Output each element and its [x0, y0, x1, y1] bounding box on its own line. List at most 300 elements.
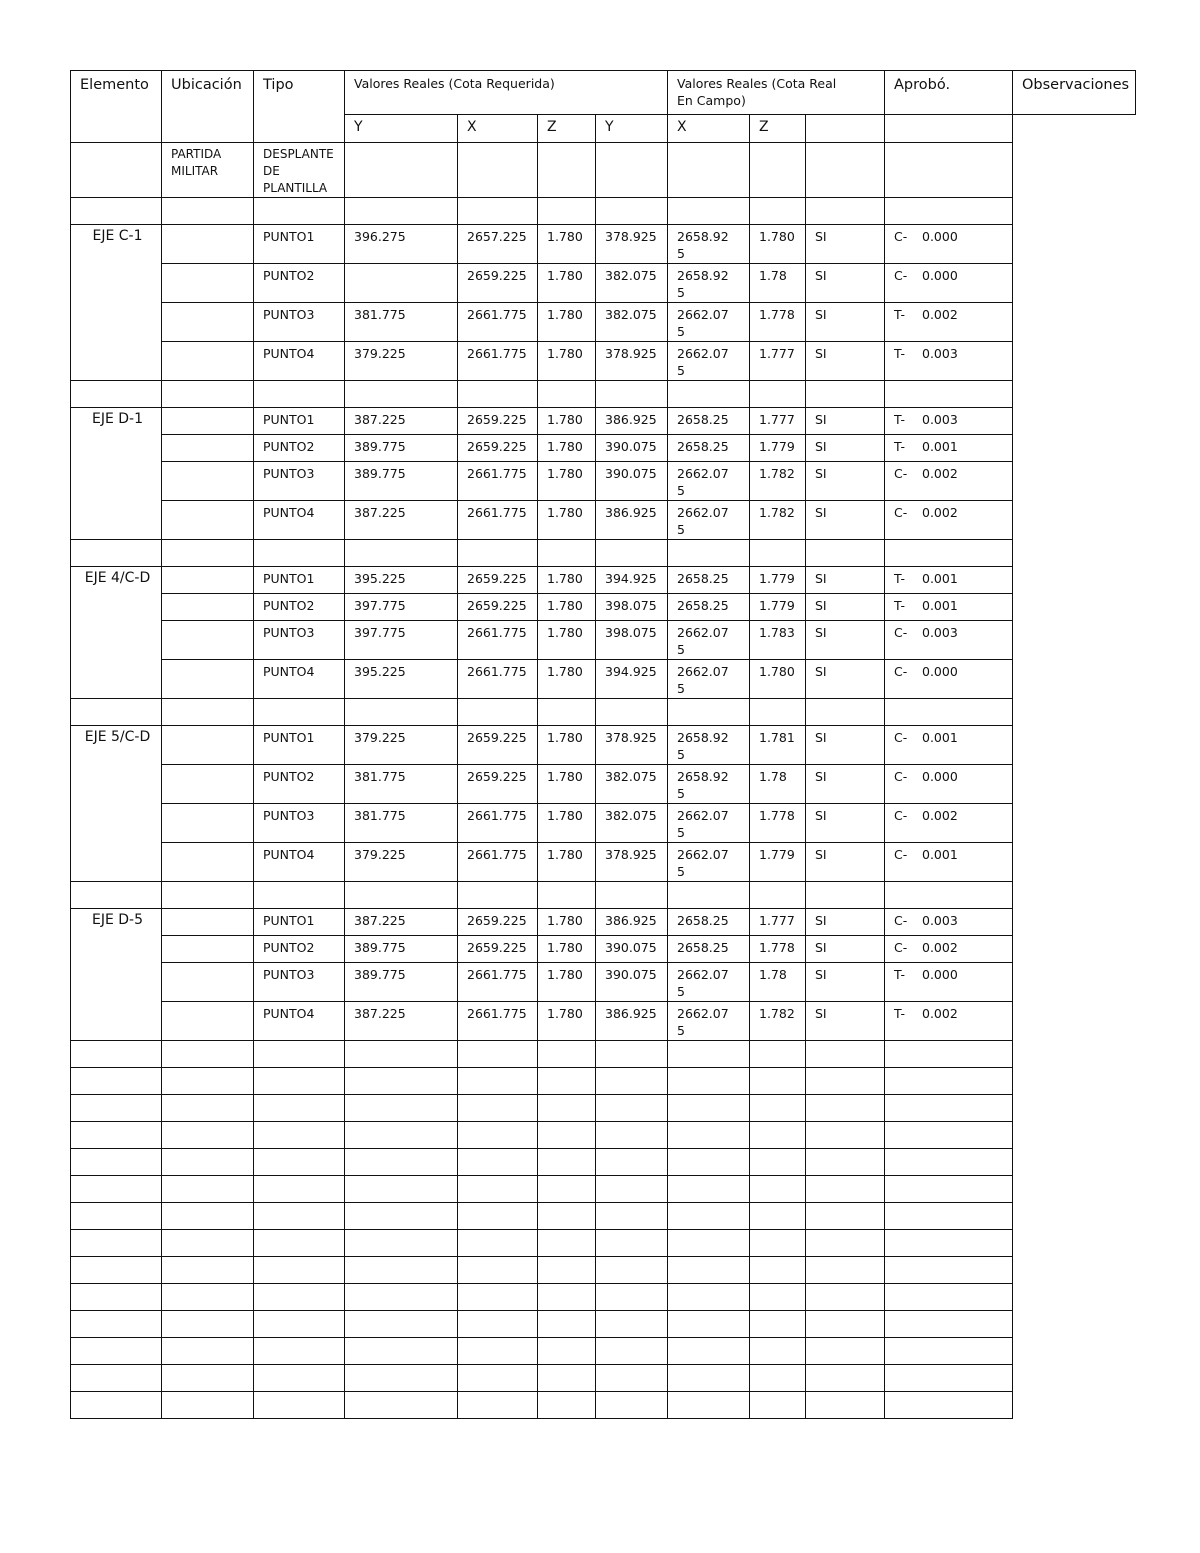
z-requerida-cell: 1.780: [538, 462, 596, 501]
obs-value: 0.001: [922, 847, 958, 862]
empty-cell: [162, 1338, 254, 1365]
observaciones-cell: [885, 303, 1013, 342]
obs-value: 0.002: [922, 505, 958, 520]
tipo-cell: PUNTO3: [254, 303, 345, 342]
observaciones-cell: [885, 501, 1013, 540]
empty-cell: [458, 1122, 538, 1149]
y-requerida-cell: 389.775: [345, 435, 458, 462]
z-requerida-cell: 1.780: [538, 264, 596, 303]
empty-cell: [596, 1311, 668, 1338]
empty-cell: [806, 1176, 885, 1203]
aprobo-cell: SI: [806, 264, 885, 303]
header-ubicacion: Ubicación: [162, 71, 254, 143]
empty-cell: [71, 882, 162, 909]
observaciones-cell: [885, 462, 1013, 501]
table-row: [71, 462, 1136, 501]
empty-cell: [596, 1284, 668, 1311]
z-real-cell: 1.778: [750, 804, 806, 843]
empty-cell: [538, 699, 596, 726]
table-row: [71, 225, 1136, 264]
empty-cell: [596, 143, 668, 198]
x-requerida-cell: 2661.775: [458, 804, 538, 843]
empty-cell: [162, 699, 254, 726]
empty-cell: [458, 1041, 538, 1068]
tipo-cell: PUNTO4: [254, 1002, 345, 1041]
empty-cell: [254, 1068, 345, 1095]
empty-cell: [885, 1122, 1013, 1149]
aprobo-cell: SI: [806, 501, 885, 540]
obs-code: C-: [894, 466, 908, 481]
empty-row: [71, 1284, 1136, 1311]
z-real-cell: 1.780: [750, 660, 806, 699]
empty-cell: [668, 1122, 750, 1149]
x-requerida-cell: 2659.225: [458, 909, 538, 936]
ubicacion-cell: [162, 594, 254, 621]
z-real-cell: 1.777: [750, 909, 806, 936]
ubicacion-cell: [162, 342, 254, 381]
empty-cell: [668, 1257, 750, 1284]
z-real-cell: 1.780: [750, 225, 806, 264]
x-real-cell: 2662.075: [668, 843, 750, 882]
empty-cell: [885, 1257, 1013, 1284]
empty-row: [71, 1230, 1136, 1257]
subheader-y-real: Y: [596, 115, 668, 143]
empty-cell: [596, 1203, 668, 1230]
observaciones-cell: [885, 963, 1013, 1002]
empty-cell: [885, 1311, 1013, 1338]
z-requerida-cell: 1.780: [538, 567, 596, 594]
x-requerida-cell: 2657.225: [458, 225, 538, 264]
ubicacion-cell: [162, 726, 254, 765]
obs-value: 0.000: [922, 967, 958, 982]
observaciones-cell: [885, 660, 1013, 699]
table-row: [71, 303, 1136, 342]
x-real-cell: 2662.075: [668, 342, 750, 381]
empty-cell: [806, 882, 885, 909]
empty-cell: [345, 1338, 458, 1365]
partida-ubicacion: PARTIDA MILITAR: [162, 143, 254, 198]
tipo-cell: PUNTO3: [254, 963, 345, 1002]
ubicacion-cell: [162, 936, 254, 963]
empty-row: [71, 699, 1136, 726]
empty-cell: [885, 1392, 1013, 1419]
empty-cell: [750, 143, 806, 198]
empty-cell: [806, 143, 885, 198]
empty-cell: [538, 1068, 596, 1095]
x-real-cell: 2662.075: [668, 621, 750, 660]
header-valores-campo: Valores Reales (Cota Real En Campo): [668, 71, 885, 115]
empty-cell: [345, 381, 458, 408]
empty-cell: [162, 882, 254, 909]
table-row: [71, 804, 1136, 843]
empty-cell: [806, 699, 885, 726]
empty-cell: [162, 1041, 254, 1068]
y-real-cell: 394.925: [596, 567, 668, 594]
empty-cell: [538, 1338, 596, 1365]
obs-value: 0.002: [922, 1006, 958, 1021]
empty-cell: [345, 699, 458, 726]
subheader-z-real: Z: [750, 115, 806, 143]
x-requerida-cell: 2661.775: [458, 621, 538, 660]
header-aprobo: Aprobó.: [885, 71, 1013, 115]
empty-cell: [596, 1230, 668, 1257]
y-real-cell: 378.925: [596, 843, 668, 882]
empty-cell: [254, 882, 345, 909]
z-real-cell: 1.777: [750, 408, 806, 435]
ubicacion-cell: [162, 1002, 254, 1041]
empty-row: [71, 1392, 1136, 1419]
empty-cell: [750, 1365, 806, 1392]
table-row: [71, 909, 1136, 936]
empty-cell: [458, 1284, 538, 1311]
table-row: [71, 963, 1136, 1002]
observaciones-cell: [885, 909, 1013, 936]
obs-code: C-: [894, 940, 908, 955]
empty-cell: [71, 1041, 162, 1068]
x-requerida-cell: 2661.775: [458, 462, 538, 501]
empty-cell: [538, 1257, 596, 1284]
empty-cell: [885, 381, 1013, 408]
empty-cell: [162, 1284, 254, 1311]
x-real-cell: 2662.075: [668, 804, 750, 843]
empty-cell: [254, 1122, 345, 1149]
obs-code: C-: [894, 808, 908, 823]
obs-value: 0.003: [922, 412, 958, 427]
y-requerida-cell: 389.775: [345, 963, 458, 1002]
empty-cell: [806, 1311, 885, 1338]
empty-cell: [345, 1311, 458, 1338]
tipo-cell: PUNTO4: [254, 660, 345, 699]
z-requerida-cell: 1.780: [538, 342, 596, 381]
empty-cell: [345, 1230, 458, 1257]
empty-cell: [668, 1230, 750, 1257]
tipo-cell: PUNTO2: [254, 435, 345, 462]
tipo-cell: PUNTO1: [254, 408, 345, 435]
ubicacion-cell: [162, 462, 254, 501]
empty-cell: [345, 1068, 458, 1095]
empty-cell: [806, 1149, 885, 1176]
empty-cell: [162, 1203, 254, 1230]
empty-row: [71, 1095, 1136, 1122]
header-tipo: Tipo: [254, 71, 345, 143]
z-requerida-cell: 1.780: [538, 909, 596, 936]
empty-cell: [885, 115, 1013, 143]
y-requerida-cell: 379.225: [345, 843, 458, 882]
aprobo-cell: SI: [806, 765, 885, 804]
z-real-cell: 1.782: [750, 1002, 806, 1041]
empty-cell: [162, 1149, 254, 1176]
table-row: [71, 726, 1136, 765]
x-requerida-cell: 2661.775: [458, 660, 538, 699]
obs-code: T-: [894, 571, 905, 586]
y-requerida-cell: 389.775: [345, 462, 458, 501]
empty-cell: [254, 1095, 345, 1122]
empty-cell: [71, 1365, 162, 1392]
x-requerida-cell: 2661.775: [458, 1002, 538, 1041]
empty-cell: [885, 699, 1013, 726]
empty-row: [71, 1041, 1136, 1068]
empty-cell: [254, 1203, 345, 1230]
empty-cell: [162, 1311, 254, 1338]
y-requerida-cell: [345, 264, 458, 303]
empty-cell: [162, 1095, 254, 1122]
x-real-cell: 2658.925: [668, 765, 750, 804]
empty-row: [71, 1122, 1136, 1149]
obs-code: T-: [894, 598, 905, 613]
empty-cell: [345, 1257, 458, 1284]
aprobo-cell: SI: [806, 963, 885, 1002]
elemento-cell: EJE 4/C-D: [71, 567, 162, 699]
aprobo-cell: SI: [806, 567, 885, 594]
obs-value: 0.003: [922, 913, 958, 928]
empty-cell: [538, 1392, 596, 1419]
x-real-cell: 2658.25: [668, 435, 750, 462]
empty-cell: [345, 1203, 458, 1230]
obs-value: 0.001: [922, 439, 958, 454]
empty-row: [71, 1311, 1136, 1338]
empty-cell: [750, 1041, 806, 1068]
subheader-x-real: X: [668, 115, 750, 143]
header-elemento: Elemento: [71, 71, 162, 143]
empty-cell: [254, 1338, 345, 1365]
tipo-cell: PUNTO2: [254, 264, 345, 303]
empty-cell: [668, 1041, 750, 1068]
empty-cell: [668, 143, 750, 198]
y-requerida-cell: 379.225: [345, 342, 458, 381]
empty-cell: [162, 381, 254, 408]
empty-cell: [750, 1149, 806, 1176]
empty-cell: [538, 381, 596, 408]
empty-cell: [458, 143, 538, 198]
x-real-cell: 2658.925: [668, 264, 750, 303]
z-requerida-cell: 1.780: [538, 804, 596, 843]
empty-cell: [345, 1284, 458, 1311]
empty-cell: [538, 1203, 596, 1230]
y-real-cell: 386.925: [596, 501, 668, 540]
x-real-cell: 2662.075: [668, 501, 750, 540]
y-requerida-cell: 387.225: [345, 1002, 458, 1041]
empty-cell: [885, 1068, 1013, 1095]
empty-cell: [668, 1068, 750, 1095]
observaciones-cell: [885, 804, 1013, 843]
empty-cell: [71, 1095, 162, 1122]
aprobo-cell: SI: [806, 594, 885, 621]
empty-cell: [668, 1365, 750, 1392]
empty-cell: [345, 882, 458, 909]
empty-cell: [668, 381, 750, 408]
empty-cell: [596, 1365, 668, 1392]
aprobo-cell: SI: [806, 225, 885, 264]
empty-cell: [458, 1338, 538, 1365]
y-real-cell: 390.075: [596, 963, 668, 1002]
y-requerida-cell: 389.775: [345, 936, 458, 963]
tipo-cell: PUNTO3: [254, 621, 345, 660]
table-row: [71, 567, 1136, 594]
empty-cell: [71, 1257, 162, 1284]
empty-row: [71, 198, 1136, 225]
ubicacion-cell: [162, 963, 254, 1002]
empty-cell: [750, 699, 806, 726]
survey-table: [70, 70, 1136, 1419]
empty-cell: [596, 1176, 668, 1203]
elemento-cell: EJE C-1: [71, 225, 162, 381]
z-requerida-cell: 1.780: [538, 726, 596, 765]
empty-cell: [538, 1149, 596, 1176]
empty-cell: [885, 1203, 1013, 1230]
y-real-cell: 398.075: [596, 621, 668, 660]
empty-cell: [750, 1176, 806, 1203]
ubicacion-cell: [162, 225, 254, 264]
obs-value: 0.003: [922, 625, 958, 640]
partida-tipo: DESPLANTE DE PLANTILLA: [254, 143, 345, 198]
empty-cell: [538, 143, 596, 198]
z-requerida-cell: 1.780: [538, 435, 596, 462]
x-real-cell: 2658.925: [668, 726, 750, 765]
obs-code: T-: [894, 307, 905, 322]
empty-cell: [750, 540, 806, 567]
empty-cell: [254, 1149, 345, 1176]
x-real-cell: 2658.25: [668, 909, 750, 936]
y-requerida-cell: 397.775: [345, 621, 458, 660]
aprobo-cell: SI: [806, 936, 885, 963]
empty-cell: [750, 1257, 806, 1284]
empty-cell: [668, 540, 750, 567]
tipo-cell: PUNTO4: [254, 843, 345, 882]
empty-cell: [885, 1365, 1013, 1392]
obs-code: C-: [894, 505, 908, 520]
empty-cell: [458, 1095, 538, 1122]
x-real-cell: 2658.25: [668, 936, 750, 963]
z-requerida-cell: 1.780: [538, 660, 596, 699]
table-row: [71, 1002, 1136, 1041]
empty-cell: [458, 1392, 538, 1419]
empty-cell: [806, 1338, 885, 1365]
empty-cell: [254, 1365, 345, 1392]
empty-cell: [668, 699, 750, 726]
empty-cell: [71, 1068, 162, 1095]
obs-value: 0.002: [922, 307, 958, 322]
observaciones-cell: [885, 408, 1013, 435]
empty-cell: [885, 540, 1013, 567]
empty-cell: [885, 1338, 1013, 1365]
empty-cell: [71, 1284, 162, 1311]
header-observaciones: Observaciones: [1013, 71, 1136, 115]
tipo-cell: PUNTO4: [254, 501, 345, 540]
empty-cell: [538, 1095, 596, 1122]
empty-cell: [750, 381, 806, 408]
empty-cell: [71, 1122, 162, 1149]
obs-code: C-: [894, 664, 908, 679]
empty-cell: [668, 1284, 750, 1311]
z-real-cell: 1.779: [750, 567, 806, 594]
table-row: [71, 342, 1136, 381]
header-valores-requerida: Valores Reales (Cota Requerida): [345, 71, 668, 115]
empty-cell: [345, 143, 458, 198]
empty-cell: [458, 1365, 538, 1392]
ubicacion-cell: [162, 264, 254, 303]
obs-code: T-: [894, 412, 905, 427]
empty-cell: [345, 1176, 458, 1203]
empty-cell: [668, 1311, 750, 1338]
empty-row: [71, 1203, 1136, 1230]
empty-cell: [458, 198, 538, 225]
empty-cell: [71, 1311, 162, 1338]
obs-value: 0.001: [922, 571, 958, 586]
obs-code: C-: [894, 625, 908, 640]
y-real-cell: 394.925: [596, 660, 668, 699]
empty-cell: [750, 1392, 806, 1419]
empty-cell: [668, 1149, 750, 1176]
y-requerida-cell: 379.225: [345, 726, 458, 765]
observaciones-cell: [885, 765, 1013, 804]
y-requerida-cell: 381.775: [345, 765, 458, 804]
empty-cell: [458, 381, 538, 408]
empty-cell: [750, 1284, 806, 1311]
aprobo-cell: SI: [806, 435, 885, 462]
empty-cell: [806, 1095, 885, 1122]
empty-cell: [162, 198, 254, 225]
empty-cell: [806, 1041, 885, 1068]
ubicacion-cell: [162, 909, 254, 936]
empty-cell: [750, 1230, 806, 1257]
aprobo-cell: SI: [806, 909, 885, 936]
empty-cell: [71, 381, 162, 408]
x-real-cell: 2662.075: [668, 660, 750, 699]
tipo-cell: PUNTO1: [254, 726, 345, 765]
subheader-y: Y: [345, 115, 458, 143]
empty-cell: [668, 1338, 750, 1365]
z-requerida-cell: 1.780: [538, 408, 596, 435]
z-real-cell: 1.78: [750, 765, 806, 804]
z-real-cell: 1.78: [750, 963, 806, 1002]
empty-cell: [885, 1284, 1013, 1311]
aprobo-cell: SI: [806, 408, 885, 435]
z-requerida-cell: 1.780: [538, 936, 596, 963]
empty-cell: [538, 1041, 596, 1068]
y-requerida-cell: 387.225: [345, 909, 458, 936]
observaciones-cell: [885, 342, 1013, 381]
obs-value: 0.000: [922, 268, 958, 283]
z-requerida-cell: 1.780: [538, 621, 596, 660]
empty-cell: [885, 143, 1013, 198]
empty-cell: [458, 1068, 538, 1095]
table-row: [71, 621, 1136, 660]
y-real-cell: 390.075: [596, 435, 668, 462]
empty-cell: [162, 1122, 254, 1149]
empty-cell: [596, 540, 668, 567]
z-real-cell: 1.779: [750, 843, 806, 882]
x-requerida-cell: 2661.775: [458, 342, 538, 381]
empty-cell: [254, 1041, 345, 1068]
empty-row: [71, 1068, 1136, 1095]
tipo-cell: PUNTO4: [254, 342, 345, 381]
empty-cell: [345, 1365, 458, 1392]
y-real-cell: 386.925: [596, 909, 668, 936]
empty-cell: [596, 1338, 668, 1365]
elemento-cell: EJE D-5: [71, 909, 162, 1041]
empty-cell: [885, 1149, 1013, 1176]
empty-cell: [538, 1176, 596, 1203]
x-real-cell: 2662.075: [668, 303, 750, 342]
y-real-cell: 386.925: [596, 1002, 668, 1041]
obs-code: T-: [894, 346, 905, 361]
empty-cell: [162, 1365, 254, 1392]
empty-row: [71, 1149, 1136, 1176]
z-real-cell: 1.782: [750, 501, 806, 540]
y-real-cell: 382.075: [596, 264, 668, 303]
y-real-cell: 386.925: [596, 408, 668, 435]
table-row: [71, 501, 1136, 540]
